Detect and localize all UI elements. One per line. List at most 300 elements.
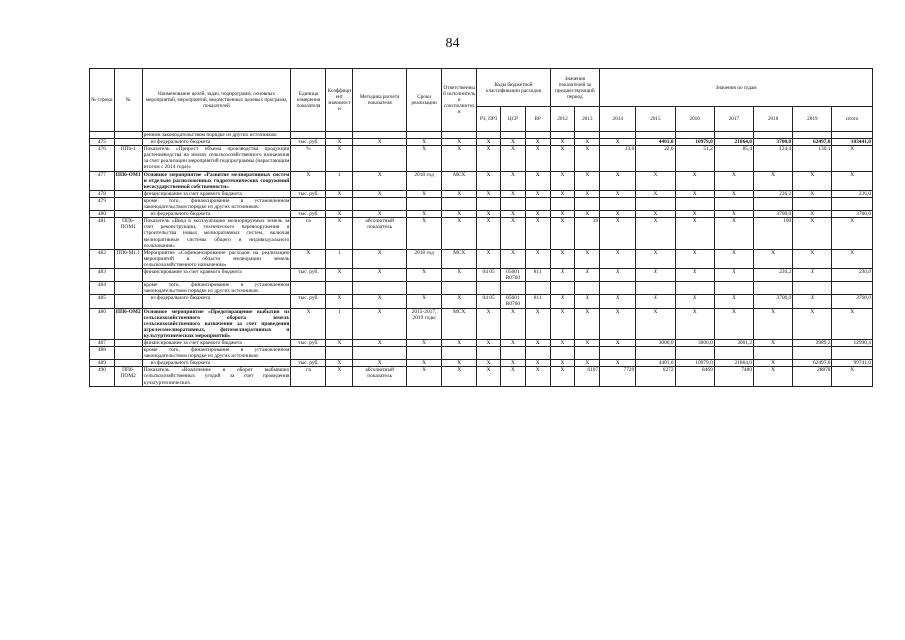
row-vr-cell: X xyxy=(525,367,550,386)
row-value-cell: X xyxy=(575,360,600,367)
row-value-cell: 3700,0 xyxy=(754,139,793,146)
row-value-cell xyxy=(600,197,636,210)
row-coefficient-cell: 1 xyxy=(326,308,353,339)
row-coefficient-cell: 1 xyxy=(326,171,353,190)
row-method-cell xyxy=(353,146,407,171)
row-rz-cell: X xyxy=(477,171,501,190)
row-term-cell: X xyxy=(407,340,442,347)
row-value-cell xyxy=(550,347,575,360)
table-row xyxy=(90,340,873,347)
row-number-cell: 481 xyxy=(90,218,115,249)
row-value-cell: X xyxy=(636,171,675,190)
header-2015: 2015 xyxy=(636,107,675,132)
page-number: 84 xyxy=(445,36,460,51)
row-value-cell: 10979,0 xyxy=(675,360,714,367)
row-value-cell xyxy=(600,132,636,139)
row-vr-cell: X xyxy=(525,360,550,367)
row-csr-cell xyxy=(501,282,526,295)
row-rz-cell: X xyxy=(477,249,501,268)
row-term-cell xyxy=(407,132,442,139)
row-value-cell: 4401,0 xyxy=(636,360,675,367)
row-coefficient-cell xyxy=(326,197,353,210)
row-code-cell xyxy=(114,360,142,367)
row-value-cell: X xyxy=(793,211,832,218)
row-rz-cell xyxy=(477,197,501,210)
row-value-cell xyxy=(675,347,714,360)
row-name-cell: из федерального бюджета xyxy=(142,295,291,308)
table-row xyxy=(90,171,873,190)
row-value-cell: X xyxy=(793,249,832,268)
row-vr-cell: X xyxy=(525,146,550,171)
row-value-cell: X xyxy=(575,211,600,218)
row-number-cell: 487 xyxy=(90,340,115,347)
row-value-cell xyxy=(636,197,675,210)
row-value-cell: 13,0 xyxy=(600,146,636,171)
row-coefficient-cell xyxy=(326,132,353,139)
row-value-cell: X xyxy=(600,360,636,367)
table-row xyxy=(90,268,873,281)
row-value-cell xyxy=(636,282,675,295)
row-vr-cell xyxy=(525,347,550,360)
row-value-cell: X xyxy=(675,190,714,197)
row-value-cell xyxy=(793,347,832,360)
table-row xyxy=(90,249,873,268)
row-value-cell: X xyxy=(793,218,832,249)
table-row xyxy=(90,218,873,249)
row-coefficient-cell: X xyxy=(326,268,353,281)
row-value-cell: X xyxy=(675,211,714,218)
row-code-cell xyxy=(114,139,142,146)
row-method-cell: X xyxy=(353,360,407,367)
row-responsible-cell: X xyxy=(442,190,477,197)
row-responsible-cell xyxy=(442,197,477,210)
row-value-cell: X xyxy=(714,211,753,218)
row-value-cell: X xyxy=(636,308,675,339)
row-number-cell: 476 xyxy=(90,146,115,171)
row-value-cell: X xyxy=(793,268,832,281)
row-vr-cell: X xyxy=(525,171,550,190)
row-value-cell: X xyxy=(714,190,753,197)
row-value-cell: 3000,0 xyxy=(636,340,675,347)
table-row xyxy=(90,308,873,339)
row-value-cell: X xyxy=(832,218,873,249)
row-value-cell: X xyxy=(550,249,575,268)
row-unit-cell: X xyxy=(291,249,326,268)
row-name-cell: ренном законодательством порядке из других источников: xyxy=(142,132,291,139)
row-name-cell: Показатель «Ввод в эксплуатацию мелиорируемых земель за счет реконструкции, технического перевооружения и строительства новых мелиоративных систем, включая мелиоративные системы общего и индивидуального пользования» xyxy=(143,218,290,249)
row-value-cell: X xyxy=(793,295,832,308)
row-coefficient-cell xyxy=(326,282,353,295)
row-csr-cell xyxy=(501,347,526,360)
row-unit-cell: га xyxy=(291,218,326,249)
row-value-cell: X xyxy=(754,360,793,367)
row-value-cell xyxy=(714,347,753,360)
row-term-cell xyxy=(407,347,442,360)
header-prev-values: Значения показателей за предшествующий период xyxy=(550,69,600,107)
row-value-cell: 6272 xyxy=(636,367,675,386)
row-value-cell: 28878 xyxy=(793,367,832,386)
row-csr-cell: 05601 R0760 xyxy=(501,295,526,308)
row-value-cell: X xyxy=(600,171,636,190)
row-method-cell: X xyxy=(353,308,407,339)
header-responsible: Ответственный исполнитель и соисполнители xyxy=(442,69,477,132)
row-value-cell xyxy=(832,197,873,210)
row-value-cell: 62497,0 xyxy=(793,139,832,146)
row-csr-cell: X xyxy=(501,171,526,190)
row-value-cell: 22,6 xyxy=(636,146,675,171)
header-2016: 2016 xyxy=(675,107,714,132)
row-code-cell: ПП6-М1.1 xyxy=(114,249,142,268)
row-value-cell: 236,0 xyxy=(832,268,873,281)
row-code-cell xyxy=(114,340,142,347)
row-coefficient-cell: X xyxy=(326,146,353,171)
table-row xyxy=(90,132,873,139)
row-coefficient-cell xyxy=(326,347,353,360)
row-value-cell: X xyxy=(575,139,600,146)
row-method-cell xyxy=(353,197,407,210)
row-value-cell: X xyxy=(550,146,575,171)
row-responsible-cell: X xyxy=(442,268,477,281)
row-value-cell: X xyxy=(550,367,575,386)
row-value-cell xyxy=(714,197,753,210)
row-coefficient-cell: X xyxy=(326,340,353,347)
row-name-cell: финансирование за счет краевого бюджета xyxy=(142,340,291,347)
row-code-cell xyxy=(114,268,142,281)
row-value-cell: X xyxy=(793,190,832,197)
row-code-cell: ПП6-ОМ2 xyxy=(114,308,142,339)
row-rz-cell xyxy=(477,282,501,295)
row-value-cell: 51,2 xyxy=(675,146,714,171)
row-rz-cell: X xyxy=(477,190,501,197)
row-name-cell: из федерального бюджета xyxy=(142,139,291,146)
row-value-cell: X xyxy=(675,308,714,339)
row-term-cell: X xyxy=(407,190,442,197)
row-value-cell: X xyxy=(550,295,575,308)
row-number-cell: 489 xyxy=(90,360,115,367)
row-responsible-cell: МСХ xyxy=(442,171,477,190)
row-responsible-cell: X xyxy=(442,295,477,308)
row-method-cell xyxy=(353,132,407,139)
program-table-wrapper xyxy=(89,68,873,387)
table-row xyxy=(90,146,873,171)
row-term-cell: X xyxy=(407,295,442,308)
row-responsible-cell: X xyxy=(442,360,477,367)
header-method: Методика расчета показателя xyxy=(353,69,407,132)
row-value-cell: X xyxy=(675,268,714,281)
header-2018: 2018 xyxy=(754,107,793,132)
header-2019: 2019 xyxy=(793,107,832,132)
row-vr-cell xyxy=(525,132,550,139)
header-rz: РЗ, ПР3 xyxy=(477,107,501,132)
row-value-cell: X xyxy=(714,268,753,281)
row-coefficient-cell: X xyxy=(326,295,353,308)
row-code-cell xyxy=(114,197,142,210)
row-coefficient-cell: X xyxy=(326,190,353,197)
row-value-cell: 8469 xyxy=(675,367,714,386)
row-method-cell: X xyxy=(353,139,407,146)
row-value-cell: X xyxy=(575,190,600,197)
row-value-cell: 3700,0 xyxy=(754,211,793,218)
row-value-cell xyxy=(754,347,793,360)
row-value-cell: X xyxy=(636,211,675,218)
row-value-cell: X xyxy=(675,249,714,268)
row-method-cell: X xyxy=(353,171,407,190)
row-value-cell: X xyxy=(675,295,714,308)
row-unit-cell: тыс. руб. xyxy=(291,268,326,281)
row-responsible-cell: X xyxy=(442,340,477,347)
row-method-cell: X xyxy=(353,340,407,347)
row-term-cell: 2018 год xyxy=(407,171,442,190)
row-unit-cell: тыс. руб. xyxy=(291,139,326,146)
row-value-cell: 3989,2 xyxy=(793,340,832,347)
row-coefficient-cell: X xyxy=(326,211,353,218)
row-value-cell: X xyxy=(754,171,793,190)
row-rz-cell xyxy=(477,132,501,139)
row-vr-cell: X xyxy=(525,139,550,146)
row-value-cell: X xyxy=(793,308,832,339)
row-number-cell xyxy=(90,132,115,139)
row-unit-cell: X xyxy=(291,308,326,339)
row-term-cell xyxy=(407,282,442,295)
row-value-cell: 99741,0 xyxy=(832,360,873,367)
row-name-cell: из федерального бюджета xyxy=(142,360,291,367)
row-value-cell: 7480 xyxy=(714,367,753,386)
row-value-cell: 21864,0 xyxy=(714,139,753,146)
row-value-cell: 3000,0 xyxy=(675,340,714,347)
row-number-cell: 480 xyxy=(90,211,115,218)
row-value-cell: X xyxy=(550,268,575,281)
header-2013: 2013 xyxy=(575,107,600,132)
row-method-cell: X xyxy=(353,190,407,197)
row-coefficient-cell: X xyxy=(326,360,353,367)
row-value-cell: X xyxy=(832,171,873,190)
header-term: Сроки реализации xyxy=(407,69,442,132)
row-term-cell: 2018 год xyxy=(407,249,442,268)
row-csr-cell: X xyxy=(501,190,526,197)
row-value-cell: 4401,0 xyxy=(636,139,675,146)
row-value-cell: X xyxy=(575,249,600,268)
row-number-cell: 475 xyxy=(90,139,115,146)
row-term-cell: X xyxy=(407,367,442,386)
row-unit-cell: тыс. руб. xyxy=(291,211,326,218)
row-value-cell: X xyxy=(600,268,636,281)
row-value-cell: X xyxy=(714,308,753,339)
table-row xyxy=(90,347,873,360)
row-value-cell: 100 xyxy=(754,218,793,249)
row-name-cell: из федерального бюджета xyxy=(142,211,291,218)
row-unit-cell: тыс. руб. xyxy=(291,340,326,347)
row-value-cell xyxy=(714,282,753,295)
row-code-cell xyxy=(114,282,142,295)
row-value-cell: 236,0 xyxy=(832,190,873,197)
table-row xyxy=(90,211,873,218)
row-value-cell xyxy=(832,347,873,360)
row-responsible-cell xyxy=(442,347,477,360)
row-rz-cell xyxy=(477,347,501,360)
row-value-cell: 10979,0 xyxy=(675,139,714,146)
row-value-cell xyxy=(575,132,600,139)
row-term-cell: X xyxy=(407,268,442,281)
header-total: итого xyxy=(832,107,873,132)
row-value-cell: X xyxy=(575,268,600,281)
row-value-cell: 12990,4 xyxy=(832,340,873,347)
row-value-cell xyxy=(754,282,793,295)
row-name-cell: Показатель «Вовлечение в оборот выбывших сельскохозяйственных угодий за счет проведения культуртехнических xyxy=(143,367,290,386)
row-value-cell: X xyxy=(550,308,575,339)
row-csr-cell: X xyxy=(501,249,526,268)
row-value-cell xyxy=(600,347,636,360)
header-2017: 2017 xyxy=(714,107,753,132)
row-value-cell xyxy=(600,282,636,295)
row-responsible-cell: МСХ xyxy=(442,249,477,268)
row-value-cell: X xyxy=(575,308,600,339)
table-row xyxy=(90,282,873,295)
row-method-cell: X xyxy=(353,249,407,268)
row-method-cell: абсолютный показатель xyxy=(353,367,407,386)
row-value-cell xyxy=(793,282,832,295)
row-method-cell xyxy=(353,282,407,295)
row-value-cell: X xyxy=(600,340,636,347)
row-name-cell: Основное мероприятие «Развитие мелиоративных систем и отдельно расположенных гидротехнических сооружений несосударственной собственности» xyxy=(143,171,290,190)
row-value-cell: X xyxy=(636,268,675,281)
row-responsible-cell: X xyxy=(442,139,477,146)
row-rz-cell: X xyxy=(477,360,501,367)
row-number-cell: 488 xyxy=(90,347,115,360)
row-csr-cell: X xyxy=(501,360,526,367)
header-name: Наименование целей, задач, подпрограмм, основных мероприятий, мероприятий, ведомственных целевых программ, показателей xyxy=(142,69,291,132)
row-value-cell: 130,1 xyxy=(793,146,832,171)
table-row xyxy=(90,367,873,386)
row-value-cell: 236,2 xyxy=(754,190,793,197)
row-unit-cell xyxy=(291,132,326,139)
row-vr-cell: X xyxy=(525,308,550,339)
row-method-cell xyxy=(353,347,407,360)
row-code-cell xyxy=(114,190,142,197)
row-value-cell: X xyxy=(714,249,753,268)
row-code-cell: ПП6-ОМ1 xyxy=(114,171,142,190)
program-table xyxy=(89,68,873,387)
row-csr-cell: X xyxy=(501,146,526,171)
table-row xyxy=(90,139,873,146)
header-coefficient: Коэффициент значимости xyxy=(326,69,353,132)
row-unit-cell xyxy=(291,282,326,295)
row-csr-cell: X xyxy=(501,211,526,218)
row-value-cell xyxy=(714,132,753,139)
row-number-cell: 490 xyxy=(90,367,115,386)
header-2012: 2012 xyxy=(550,107,575,132)
row-value-cell: X xyxy=(832,367,873,386)
row-method-cell: X xyxy=(353,211,407,218)
row-value-cell xyxy=(832,132,873,139)
row-term-cell: X xyxy=(407,146,442,171)
row-value-cell xyxy=(575,347,600,360)
header-budget-codes: Коды бюджетной классификации расходов xyxy=(477,69,550,107)
row-csr-cell: X xyxy=(501,367,526,386)
row-vr-cell: X xyxy=(525,340,550,347)
row-name-cell: кроме того, финансирование в установленном законодательством порядке из других источников: xyxy=(143,347,290,360)
row-value-cell: X xyxy=(636,249,675,268)
row-name-cell: Мероприятие «Софинансирование расходов на реализацию мероприятий в области мелиорации земель сельскохозяйственного назначения» xyxy=(143,249,290,268)
row-vr-cell: X xyxy=(525,218,550,249)
row-value-cell xyxy=(754,132,793,139)
row-vr-cell: 811 xyxy=(525,295,550,308)
row-number-cell: 484 xyxy=(90,282,115,295)
row-value-cell: 124,4 xyxy=(754,146,793,171)
row-value-cell: X xyxy=(714,295,753,308)
row-value-cell: 3700,0 xyxy=(832,211,873,218)
header-unit: Единица измерения показателя xyxy=(291,69,326,132)
row-csr-cell: 05601 R0760 xyxy=(501,268,526,281)
header-code: № xyxy=(114,69,142,132)
row-name-cell: кроме того, финансирование в установленном законодательством порядке из других источников: xyxy=(143,282,290,295)
row-value-cell: X xyxy=(550,340,575,347)
row-value-cell xyxy=(754,197,793,210)
row-value-cell: X xyxy=(600,139,636,146)
row-code-cell xyxy=(114,347,142,360)
table-row xyxy=(90,360,873,367)
row-value-cell: 21864,0 xyxy=(714,360,753,367)
row-csr-cell xyxy=(501,197,526,210)
row-value-cell: X xyxy=(575,340,600,347)
row-value-cell: 236,2 xyxy=(754,268,793,281)
row-value-cell: X xyxy=(600,249,636,268)
row-vr-cell: X xyxy=(525,211,550,218)
row-value-cell xyxy=(636,347,675,360)
row-unit-cell xyxy=(291,347,326,360)
row-method-cell: абсолютный показатель xyxy=(353,218,407,249)
row-value-cell: X xyxy=(550,171,575,190)
header-year-values: Значения по годам xyxy=(600,69,873,107)
row-csr-cell: X xyxy=(501,139,526,146)
row-method-cell: X xyxy=(353,295,407,308)
row-value-cell: X xyxy=(832,308,873,339)
row-value-cell: X xyxy=(832,249,873,268)
row-rz-cell: X xyxy=(477,211,501,218)
row-unit-cell: га xyxy=(291,367,326,386)
row-csr-cell: X xyxy=(501,218,526,249)
row-value-cell xyxy=(550,132,575,139)
row-value-cell: 6107 xyxy=(575,367,600,386)
row-value-cell: X xyxy=(636,190,675,197)
row-unit-cell: X xyxy=(291,171,326,190)
row-value-cell: X xyxy=(600,308,636,339)
row-code-cell: ПП6-ПОМ1 xyxy=(114,218,142,249)
row-value-cell: X xyxy=(550,211,575,218)
row-number-cell: 483 xyxy=(90,268,115,281)
row-unit-cell: тыс. руб. xyxy=(291,190,326,197)
table-row xyxy=(90,197,873,210)
row-value-cell: 85,4 xyxy=(714,146,753,171)
row-code-cell xyxy=(114,295,142,308)
row-value-cell: 3001,2 xyxy=(714,340,753,347)
row-name-cell: финансирование за счет краевого бюджета xyxy=(142,190,291,197)
row-coefficient-cell: X xyxy=(326,218,353,249)
row-vr-cell: 811 xyxy=(525,268,550,281)
row-rz-cell: X xyxy=(477,367,501,386)
row-value-cell xyxy=(675,132,714,139)
row-method-cell: X xyxy=(353,268,407,281)
row-value-cell: X xyxy=(550,190,575,197)
row-term-cell: X xyxy=(407,360,442,367)
table-body xyxy=(90,132,873,387)
row-value-cell: X xyxy=(600,211,636,218)
row-term-cell xyxy=(407,197,442,210)
row-term-cell: X xyxy=(407,211,442,218)
row-rz-cell: 04 05 xyxy=(477,295,501,308)
row-rz-cell: X xyxy=(477,340,501,347)
row-name-cell: Основное мероприятие «Предотвращение выбытия из сельскохозяйственного оборота земель сельскохозяйственного назначения за счет проведения агролесомелиоративных, фитомелиоративных и культуртехнических мероприятий» xyxy=(143,308,290,339)
row-value-cell xyxy=(675,197,714,210)
